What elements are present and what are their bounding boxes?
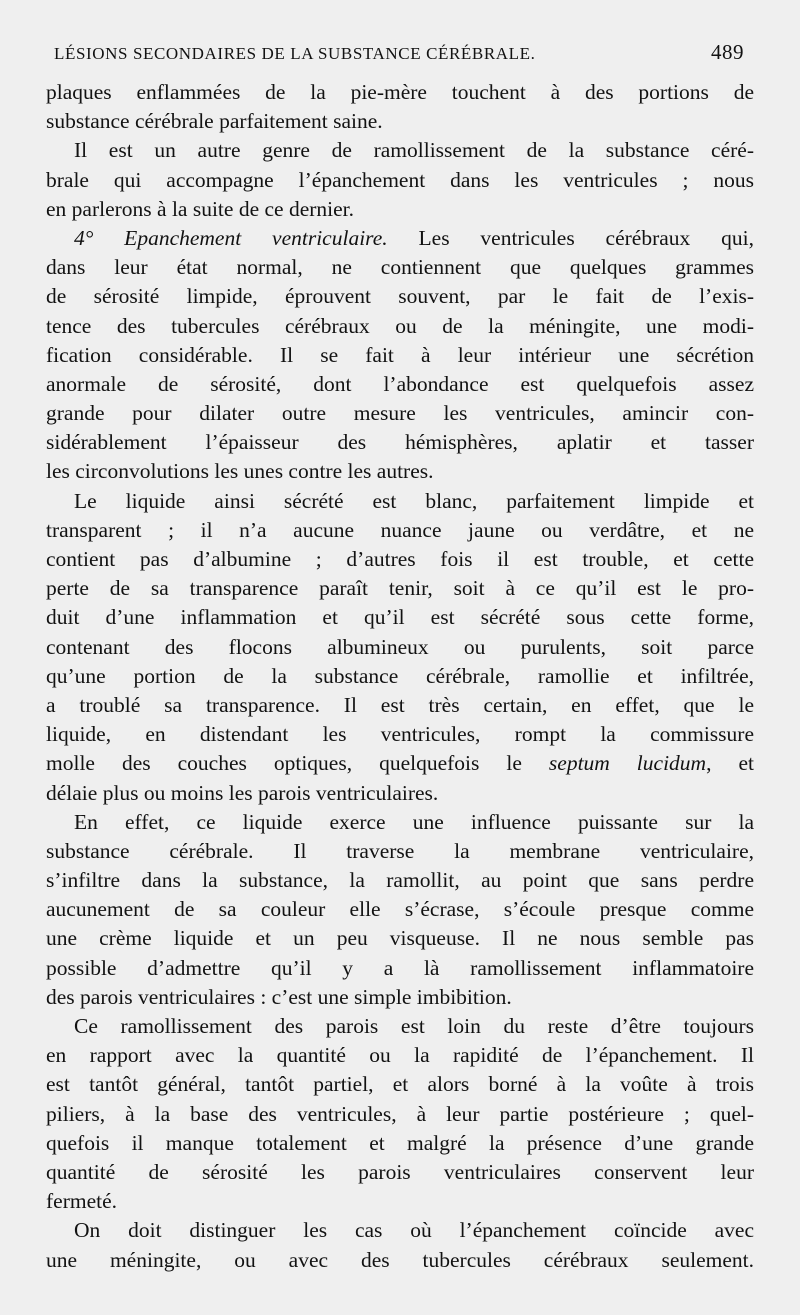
text-line: délaie plus ou moins les parois ventriculaires. [46, 780, 439, 805]
page-number: 489 [711, 40, 744, 64]
text-fragment: molle des couches optiques, quelquefois le [46, 751, 522, 776]
text-line: Le liquide ainsi sécrété est blanc, parfaitement limpide et [74, 488, 754, 513]
running-head [54, 40, 744, 70]
text-line: transparent ; il n’a aucune nuance jaune ou verdâtre, et ne [46, 517, 754, 542]
text-line: substance cérébrale parfaitement saine. [46, 109, 383, 134]
text-line: anormale de sérosité, dont l’abondance est quelquefois assez [46, 371, 754, 396]
text-line: tence des tubercules cérébraux ou de la méningite, une modi- [46, 313, 754, 338]
text-line: aucunement de sa couleur elle s’écrase, s’écoule presque comme [46, 897, 754, 922]
text-line: perte de sa transparence paraît tenir, soit à ce qu’il est le pro- [46, 576, 754, 601]
text-line: piliers, à la base des ventricules, à leur partie postérieure ; quel- [46, 1101, 754, 1126]
text-line: une crème liquide et un peu visqueuse. Il ne nous semble pas [46, 926, 754, 951]
text-line: Ce ramollissement des parois est loin du reste d’être toujours [74, 1014, 754, 1038]
text-line: de sérosité limpide, éprouvent souvent, par le fait de l’exis- [46, 284, 754, 309]
text-line: une méningite, ou avec des tubercules cérébraux seulement. [46, 1247, 754, 1272]
text-line: dans leur état normal, ne contiennent que quelques grammes [46, 255, 754, 280]
text-line [46, 224, 754, 253]
text-fragment: , et [706, 751, 754, 776]
text-line: a troublé sa transparence. Il est très certain, en effet, que le [46, 692, 754, 717]
text-line: grande pour dilater outre mesure les ventricules, amincir con- [46, 401, 754, 426]
text-line: s’infiltre dans la substance, la ramollit, au point que sans perdre [46, 868, 754, 893]
text-line: plaques enflammées de la pie-mère touchent à des portions de [46, 80, 754, 104]
text-line: possible d’admettre qu’il y a là ramollissement inflammatoire [46, 955, 754, 980]
text-line: est tantôt général, tantôt partiel, et alors borné à la voûte à trois [46, 1072, 754, 1097]
text-line: contient pas d’albumine ; d’autres fois il est trouble, et cette [46, 547, 754, 571]
text-line: des parois ventriculaires : c’est une simple imbibition. [46, 984, 512, 1009]
text-fragment: Les ventricules cérébraux qui, [418, 225, 754, 250]
body-text [46, 78, 754, 1275]
text-line: qu’une portion de la substance cérébrale, ramollie et infiltrée, [46, 663, 754, 688]
text-line: quantité de sérosité les parois ventriculaires conservent leur [46, 1159, 754, 1184]
text-line: en rapport avec la quantité ou la rapidité de l’épanchement. Il [46, 1043, 754, 1068]
text-line: On doit distinguer les cas où l’épanchement coïncide avec [74, 1218, 754, 1243]
text-line: brale qui accompagne l’épanchement dans les ventricules ; nous [46, 167, 754, 192]
running-title: LÉSIONS SECONDAIRES DE LA SUBSTANCE CÉRÉBRALE. [54, 44, 536, 63]
latin-term: septum lucidum [548, 751, 707, 776]
text-line: quefois il manque totalement et malgré la présence d’une grande [46, 1130, 754, 1155]
text-line: contenant des flocons albumineux ou purulents, soit parce [46, 634, 754, 659]
text-line [46, 749, 754, 778]
text-line: En effet, ce liquide exerce une influence puissante sur la [74, 809, 754, 834]
text-line: fermeté. [46, 1189, 118, 1214]
text-line: substance cérébrale. Il traverse la membrane ventriculaire, [46, 838, 754, 863]
text-line: liquide, en distendant les ventricules, rompt la commissure [46, 722, 754, 747]
text-line: les circonvolutions les unes contre les autres. [46, 459, 434, 484]
text-line: sidérablement l’épaisseur des hémisphères, aplatir et tasser [46, 430, 754, 455]
text-line: en parlerons à la suite de ce dernier. [46, 196, 355, 221]
text-line: duit d’une inflammation et qu’il est sécrété sous cette forme, [46, 605, 754, 630]
text-line: fication considérable. Il se fait à leur intérieur une sécrétion [46, 342, 754, 367]
text-line: Il est un autre genre de ramollissement de la substance céré- [74, 138, 754, 163]
section-heading: 4° Epanchement ventriculaire. [74, 225, 388, 250]
